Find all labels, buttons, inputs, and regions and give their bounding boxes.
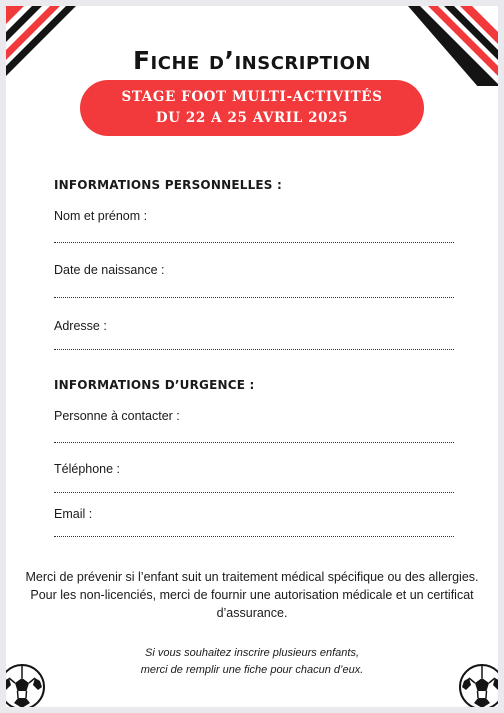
- medical-notice-line: d’assurance.: [216, 606, 288, 620]
- field-line-birthdate[interactable]: [54, 297, 454, 298]
- field-label-birthdate: Date de naissance :: [54, 263, 165, 277]
- medical-notice-line: Merci de prévenir si l’enfant suit un traitement médical spécifique ou des allergies.: [25, 570, 479, 584]
- field-line-address[interactable]: [54, 349, 454, 350]
- section-heading-emergency: INFORMATIONS D’URGENCE :: [54, 378, 255, 392]
- field-line-email[interactable]: [54, 536, 454, 537]
- event-banner: [80, 80, 424, 136]
- registration-form-page: [6, 6, 498, 707]
- page-title: Fiche d’inscription: [132, 46, 371, 75]
- medical-notice-line: Pour les non-licenciés, merci de fournir une autorisation médicale et un certificat: [30, 588, 474, 602]
- medical-notice: [20, 568, 484, 622]
- soccer-ball-icon: [6, 663, 46, 707]
- multiple-children-note-line: merci de remplir une fiche pour chacun d’eux.: [140, 664, 364, 676]
- event-banner-dates: DU 22 A 25 AVRIL 2025: [155, 110, 349, 126]
- multiple-children-note-line: Si vous souhaitez inscrire plusieurs enfants,: [145, 647, 359, 659]
- section-heading-personal: INFORMATIONS PERSONNELLES :: [54, 178, 283, 192]
- field-label-contact-person: Personne à contacter :: [54, 409, 180, 423]
- field-label-name: Nom et prénom :: [54, 209, 148, 223]
- multiple-children-note: [20, 645, 484, 679]
- field-line-name[interactable]: [54, 242, 454, 243]
- field-label-phone: Téléphone :: [54, 462, 121, 476]
- field-label-email: Email :: [54, 507, 93, 521]
- soccer-ball-icon: [458, 663, 498, 707]
- field-line-phone[interactable]: [54, 492, 454, 493]
- field-line-contact-person[interactable]: [54, 442, 454, 443]
- field-label-address: Adresse :: [54, 319, 107, 333]
- event-banner-title: STAGE FOOT MULTI-ACTIVITÉS: [121, 89, 383, 105]
